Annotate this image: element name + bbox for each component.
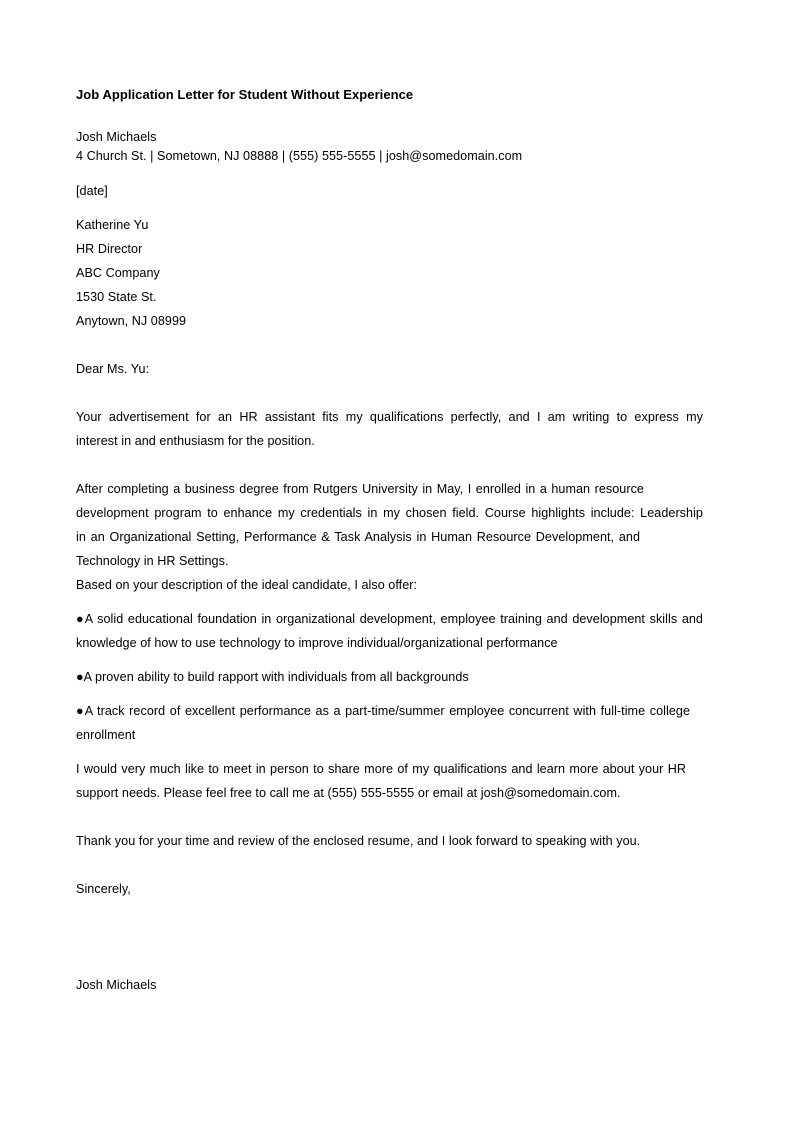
letter-date: [date] bbox=[76, 184, 108, 198]
offer-intro: Based on your description of the ideal candidate, I also offer: bbox=[76, 578, 418, 592]
recipient-street: 1530 State St. bbox=[76, 290, 157, 304]
letter-title: Job Application Letter for Student Without Experience bbox=[76, 87, 414, 102]
sender-name: Josh Michaels bbox=[76, 130, 157, 144]
recipient-title: HR Director bbox=[76, 242, 143, 256]
bullet-2-line: ●A proven ability to build rapport with individuals from all backgrounds bbox=[76, 670, 469, 684]
bullet-3-line: ●A track record of excellent performance as a part-time/summer employee concurrent with full-time college bbox=[76, 704, 690, 718]
paragraph-1-line: interest in and enthusiasm for the position. bbox=[76, 434, 315, 448]
bullet-3-line: enrollment bbox=[76, 728, 136, 742]
paragraph-2-line: in an Organizational Setting, Performance & Task Analysis in Human Resource Development, and bbox=[76, 530, 640, 544]
recipient-name: Katherine Yu bbox=[76, 218, 149, 232]
signature-name: Josh Michaels bbox=[76, 978, 157, 992]
salutation: Dear Ms. Yu: bbox=[76, 362, 150, 376]
paragraph-2-line: After completing a business degree from Rutgers University in May, I enrolled in a human resource bbox=[76, 482, 644, 496]
paragraph-2-line: Technology in HR Settings. bbox=[76, 554, 229, 568]
sender-contact: 4 Church St. | Sometown, NJ 08888 | (555) 555-5555 | josh@somedomain.com bbox=[76, 149, 523, 163]
paragraph-3-line: I would very much like to meet in person to share more of my qualifications and learn more about your HR bbox=[76, 762, 686, 776]
paragraph-1-line: Your advertisement for an HR assistant fits my qualifications perfectly, and I am writing to express my bbox=[76, 410, 703, 424]
recipient-city: Anytown, NJ 08999 bbox=[76, 314, 187, 328]
bullet-1-line: ●A solid educational foundation in organizational development, employee training and development skills and bbox=[76, 612, 703, 626]
closing: Sincerely, bbox=[76, 882, 131, 896]
bullet-1-line: knowledge of how to use technology to improve individual/organizational performance bbox=[76, 636, 558, 650]
paragraph-2-line: development program to enhance my credentials in my chosen field. Course highlights include: Leadership bbox=[76, 506, 703, 520]
recipient-company: ABC Company bbox=[76, 266, 160, 280]
paragraph-4: Thank you for your time and review of the enclosed resume, and I look forward to speaking with you. bbox=[76, 834, 641, 848]
paragraph-3-line: support needs. Please feel free to call me at (555) 555-5555 or email at josh@somedomain.com. bbox=[76, 786, 621, 800]
